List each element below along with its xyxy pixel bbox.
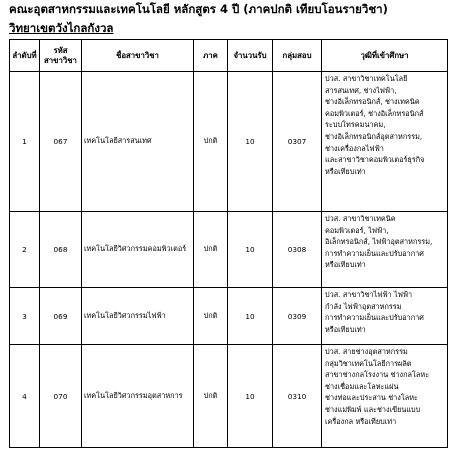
qualification-line: ระบบโทรคมนาคม,: [325, 120, 386, 130]
table-row: [10, 72, 448, 212]
cell-qualification: [322, 72, 448, 212]
cell-group: 0310: [273, 345, 322, 448]
qualification-line: สาขาช่างกลโรงงาน ช่างกลโลหะ: [325, 370, 430, 380]
cell-major: เทคโนโลยีสารสนเทศ: [82, 72, 194, 212]
cell-qualification: [322, 288, 448, 345]
cell-term: ปกติ: [194, 288, 228, 345]
cell-term: ปกติ: [194, 72, 228, 212]
cell-qualification: [322, 345, 448, 448]
table-row: [10, 345, 448, 448]
cell-code: 067: [40, 72, 82, 212]
qualification-line: หรือเทียบเท่า: [325, 260, 366, 270]
qualification-line: ช่างอิเล็กทรอนิกส์, ช่างเทคนิค: [325, 97, 420, 107]
table-row: [10, 212, 448, 288]
cell-no: 1: [10, 72, 40, 212]
cell-code: 070: [40, 345, 82, 448]
cell-seats: 10: [228, 345, 273, 448]
qualification-line: สารสนเทศ, ช่างไฟฟ้า,: [325, 85, 397, 95]
cell-no: 4: [10, 345, 40, 448]
qualification-line: หรือเทียบเท่า: [325, 166, 366, 176]
cell-major: เทคโนโลยีวิศวกรรมไฟฟ้า: [82, 288, 194, 345]
cell-term: ปกติ: [194, 212, 228, 288]
qualification-line: ปวส. สาขาวิชาเทคโนโลยี: [325, 74, 408, 83]
header-no: ลำดับที่: [10, 40, 40, 72]
header-seats: จำนวนรับ: [228, 40, 273, 72]
qualification-line: กำลัง ไฟฟ้าอุตสาหกรรม: [325, 301, 402, 311]
admission-table: [9, 39, 448, 448]
header-code: [40, 40, 82, 72]
qualification-line: ปวส. สาขาวิชาไฟฟ้า ไฟฟ้า: [325, 290, 413, 299]
qualification-line: ช่างอิเล็กทรอนิกส์อุตสาหกรรม,: [325, 131, 423, 141]
qualification-line: หรือเทียบเท่า: [325, 324, 366, 334]
qualification-line: เครื่องกล หรือเทียบเท่า: [325, 416, 397, 426]
qualification-line: การทำความเย็นและปรับอากาศ: [325, 313, 424, 323]
qualification-line: ปวส. สาขาวิชาเทคนิค: [325, 214, 396, 223]
page-heading: คณะอุตสาหกรรมและเทคโนโลยี หลักสูตร 4 ปี (ภาคปกติ เทียบโอนรายวิชา): [9, 2, 388, 16]
cell-code: 069: [40, 288, 82, 345]
cell-seats: 10: [228, 72, 273, 212]
cell-major: เทคโนโลยีวิศวกรรมคอมพิวเตอร์: [82, 212, 194, 288]
header-major: ชื่อสาขาวิชา: [82, 40, 194, 72]
qualification-line: ปวส. สายช่างอุตสาหกรรม: [325, 347, 408, 356]
cell-code: 068: [40, 212, 82, 288]
campus-title: วิทยาเขตวังไกลกังวล: [9, 21, 114, 35]
qualification-line: ช่างเชื่อมและโลหะแผ่น: [325, 381, 399, 391]
table-header-row: [10, 40, 448, 72]
qualification-line: การทำความเย็นและปรับอากาศ: [325, 248, 424, 258]
qualification-line: คอมพิวเตอร์, ช่างอิเล็กทรอนิกส์: [325, 108, 424, 118]
cell-group: 0307: [273, 72, 322, 212]
cell-seats: 10: [228, 288, 273, 345]
header-term: ภาค: [194, 40, 228, 72]
qualification-line: กลุ่มวิชาเทคโนโลยีการผลิต: [325, 358, 412, 368]
header-group: กลุ่มสอบ: [273, 40, 322, 72]
cell-no: 2: [10, 212, 40, 288]
qualification-line: คอมพิวเตอร์, ไฟฟ้า,: [325, 225, 389, 235]
qualification-line: ช่างเครื่องกลไฟฟ้า: [325, 143, 384, 153]
qualification-line: ช่างแม่พิมพ์ และช่างเขียนแบบ: [325, 404, 421, 414]
cell-no: 3: [10, 288, 40, 345]
cell-term: ปกติ: [194, 345, 228, 448]
header-qualification: วุฒิที่เข้าศึกษา: [322, 40, 448, 72]
cell-major: เทคโนโลยีวิศวกรรมอุตสาหการ: [82, 345, 194, 448]
qualification-line: ช่างท่อและประสาน ช่างโลหะ: [325, 393, 418, 403]
header-code-line: สาขาวิชา: [44, 55, 77, 65]
cell-qualification: [322, 212, 448, 288]
header-code-line: รหัส: [53, 45, 68, 55]
qualification-line: อิเล็กทรอนิกส์, ไฟฟ้าอุตสาหกรรม,: [325, 237, 433, 247]
table-row: [10, 288, 448, 345]
cell-group: 0309: [273, 288, 322, 345]
cell-seats: 10: [228, 212, 273, 288]
qualification-line: และสาขาวิชาคอมพิวเตอร์ธุรกิจ: [325, 155, 425, 165]
cell-group: 0308: [273, 212, 322, 288]
